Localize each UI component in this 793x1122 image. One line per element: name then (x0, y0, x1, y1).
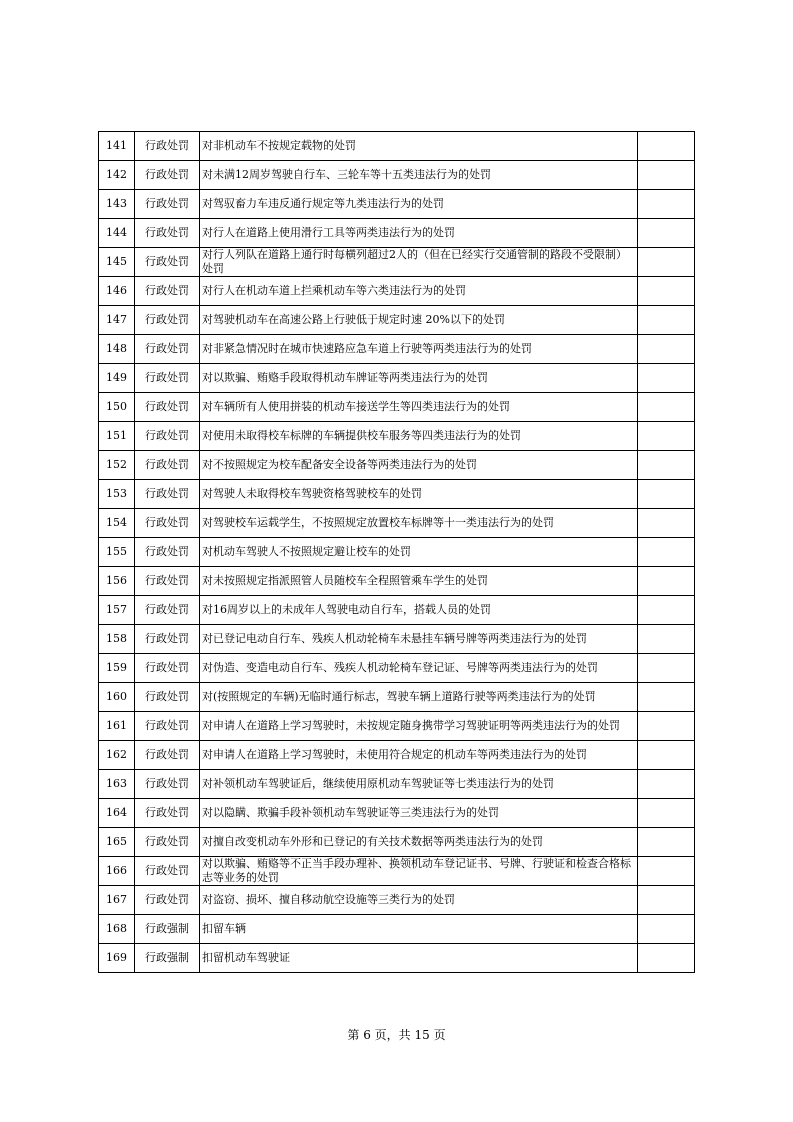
items-table (98, 131, 695, 973)
row-category: 行政处罚 (135, 712, 200, 741)
table-row (99, 132, 695, 161)
row-item: 对16周岁以上的未成年人驾驶电动自行车，搭载人员的处罚 (200, 596, 638, 625)
table-row (99, 509, 695, 538)
table-row (99, 712, 695, 741)
row-item: 对驾驶机动车在高速公路上行驶低于规定时速 20%以下的处罚 (200, 306, 638, 335)
row-category: 行政处罚 (135, 857, 200, 886)
row-item: 对擅自改变机动车外形和已登记的有关技术数据等两类违法行为的处罚 (200, 828, 638, 857)
row-item: 对行人在道路上使用滑行工具等两类违法行为的处罚 (200, 219, 638, 248)
row-item: 对(按照规定的车辆)无临时通行标志，驾驶车辆上道路行驶等两类违法行为的处罚 (200, 683, 638, 712)
row-category: 行政处罚 (135, 538, 200, 567)
table-row (99, 915, 695, 944)
row-remark (638, 248, 695, 277)
row-number: 159 (99, 654, 135, 683)
table-row (99, 190, 695, 219)
table-row (99, 335, 695, 364)
row-item: 对未按照规定指派照管人员随校车全程照管乘车学生的处罚 (200, 567, 638, 596)
row-remark (638, 567, 695, 596)
row-number: 166 (99, 857, 135, 886)
row-item: 对申请人在道路上学习驾驶时，未按规定随身携带学习驾驶证明等两类违法行为的处罚 (200, 712, 638, 741)
row-remark (638, 596, 695, 625)
row-number: 169 (99, 944, 135, 973)
row-remark (638, 683, 695, 712)
row-category: 行政处罚 (135, 364, 200, 393)
row-remark (638, 886, 695, 915)
row-item: 对盗窃、损坏、擅自移动航空设施等三类行为的处罚 (200, 886, 638, 915)
row-category: 行政处罚 (135, 132, 200, 161)
row-number: 141 (99, 132, 135, 161)
row-number: 157 (99, 596, 135, 625)
table-row (99, 770, 695, 799)
row-remark (638, 799, 695, 828)
row-item: 对使用未取得校车标牌的车辆提供校车服务等四类违法行为的处罚 (200, 422, 638, 451)
row-number: 144 (99, 219, 135, 248)
row-category: 行政处罚 (135, 422, 200, 451)
row-item: 对以隐瞒、欺骗手段补领机动车驾驶证等三类违法行为的处罚 (200, 799, 638, 828)
table-row (99, 451, 695, 480)
row-category: 行政处罚 (135, 509, 200, 538)
row-remark (638, 480, 695, 509)
table-row (99, 741, 695, 770)
row-remark (638, 741, 695, 770)
table-row (99, 857, 695, 886)
row-number: 148 (99, 335, 135, 364)
row-number: 156 (99, 567, 135, 596)
table-row (99, 944, 695, 973)
row-category: 行政处罚 (135, 683, 200, 712)
row-category: 行政处罚 (135, 828, 200, 857)
row-item: 扣留机动车驾驶证 (200, 944, 638, 973)
row-item: 对非机动车不按规定载物的处罚 (200, 132, 638, 161)
table-row (99, 654, 695, 683)
row-number: 145 (99, 248, 135, 277)
table-row (99, 567, 695, 596)
row-remark (638, 915, 695, 944)
row-number: 167 (99, 886, 135, 915)
row-item: 对申请人在道路上学习驾驶时，未使用符合规定的机动车等两类违法行为的处罚 (200, 741, 638, 770)
row-category: 行政处罚 (135, 625, 200, 654)
row-item: 对补领机动车驾驶证后，继续使用原机动车驾驶证等七类违法行为的处罚 (200, 770, 638, 799)
table-row (99, 306, 695, 335)
row-remark (638, 393, 695, 422)
row-remark (638, 451, 695, 480)
row-category: 行政处罚 (135, 219, 200, 248)
row-item: 对驾驭畜力车违反通行规定等九类违法行为的处罚 (200, 190, 638, 219)
row-remark (638, 538, 695, 567)
row-number: 146 (99, 277, 135, 306)
table-row (99, 422, 695, 451)
row-number: 147 (99, 306, 135, 335)
row-category: 行政处罚 (135, 770, 200, 799)
table-row (99, 683, 695, 712)
row-category: 行政处罚 (135, 451, 200, 480)
row-category: 行政处罚 (135, 306, 200, 335)
row-item: 对行人在机动车道上拦乘机动车等六类违法行为的处罚 (200, 277, 638, 306)
row-item: 对不按照规定为校车配备安全设备等两类违法行为的处罚 (200, 451, 638, 480)
row-category: 行政处罚 (135, 567, 200, 596)
row-category: 行政处罚 (135, 741, 200, 770)
row-number: 160 (99, 683, 135, 712)
row-number: 158 (99, 625, 135, 654)
row-item: 对以欺骗、贿赂手段取得机动车牌证等两类违法行为的处罚 (200, 364, 638, 393)
items-table-body (99, 132, 695, 973)
row-category: 行政处罚 (135, 799, 200, 828)
row-number: 151 (99, 422, 135, 451)
table-row (99, 161, 695, 190)
row-remark (638, 277, 695, 306)
row-number: 152 (99, 451, 135, 480)
row-number: 153 (99, 480, 135, 509)
row-remark (638, 654, 695, 683)
table-row (99, 828, 695, 857)
row-item: 对驾驶人未取得校车驾驶资格驾驶校车的处罚 (200, 480, 638, 509)
row-remark (638, 132, 695, 161)
row-remark (638, 770, 695, 799)
row-item: 对非紧急情况时在城市快速路应急车道上行驶等两类违法行为的处罚 (200, 335, 638, 364)
row-number: 165 (99, 828, 135, 857)
row-category: 行政处罚 (135, 190, 200, 219)
page-footer: 第 6 页，共 15 页 (347, 1028, 446, 1042)
row-remark (638, 335, 695, 364)
row-item: 对已登记电动自行车、残疾人机动轮椅车未悬挂车辆号牌等两类违法行为的处罚 (200, 625, 638, 654)
table-row (99, 625, 695, 654)
row-item: 扣留车辆 (200, 915, 638, 944)
row-item: 对以欺骗、贿赂等不正当手段办理补、换领机动车登记证书、号牌、行驶证和检查合格标志等业务的处罚 (200, 857, 638, 886)
row-category: 行政处罚 (135, 277, 200, 306)
table-row (99, 364, 695, 393)
table-row (99, 393, 695, 422)
table-row (99, 886, 695, 915)
row-category: 行政处罚 (135, 248, 200, 277)
row-category: 行政强制 (135, 944, 200, 973)
row-remark (638, 509, 695, 538)
row-number: 154 (99, 509, 135, 538)
table-row (99, 219, 695, 248)
row-category: 行政处罚 (135, 161, 200, 190)
row-number: 143 (99, 190, 135, 219)
row-remark (638, 857, 695, 886)
row-number: 142 (99, 161, 135, 190)
row-category: 行政处罚 (135, 335, 200, 364)
row-remark (638, 219, 695, 248)
row-number: 155 (99, 538, 135, 567)
row-number: 149 (99, 364, 135, 393)
row-remark (638, 422, 695, 451)
row-category: 行政处罚 (135, 596, 200, 625)
row-category: 行政处罚 (135, 654, 200, 683)
row-number: 161 (99, 712, 135, 741)
row-remark (638, 625, 695, 654)
table-row (99, 277, 695, 306)
row-remark (638, 364, 695, 393)
row-remark (638, 712, 695, 741)
row-remark (638, 944, 695, 973)
row-category: 行政处罚 (135, 480, 200, 509)
table-row (99, 538, 695, 567)
table-row (99, 596, 695, 625)
row-category: 行政处罚 (135, 393, 200, 422)
row-remark (638, 306, 695, 335)
row-remark (638, 190, 695, 219)
table-row (99, 248, 695, 277)
row-item: 对未满12周岁驾驶自行车、三轮车等十五类违法行为的处罚 (200, 161, 638, 190)
row-number: 164 (99, 799, 135, 828)
row-item: 对车辆所有人使用拼装的机动车接送学生等四类违法行为的处罚 (200, 393, 638, 422)
row-remark (638, 161, 695, 190)
table-row (99, 480, 695, 509)
row-item: 对伪造、变造电动自行车、残疾人机动轮椅车登记证、号牌等两类违法行为的处罚 (200, 654, 638, 683)
row-item: 对驾驶校车运载学生，不按照规定放置校车标牌等十一类违法行为的处罚 (200, 509, 638, 538)
row-category: 行政强制 (135, 915, 200, 944)
row-item: 对机动车驾驶人不按照规定避让校车的处罚 (200, 538, 638, 567)
row-number: 168 (99, 915, 135, 944)
row-number: 163 (99, 770, 135, 799)
row-remark (638, 828, 695, 857)
row-item: 对行人列队在道路上通行时每横列超过2人的（但在已经实行交通管制的路段不受限制）处罚 (200, 248, 638, 277)
row-number: 150 (99, 393, 135, 422)
row-number: 162 (99, 741, 135, 770)
table-row (99, 799, 695, 828)
row-category: 行政处罚 (135, 886, 200, 915)
